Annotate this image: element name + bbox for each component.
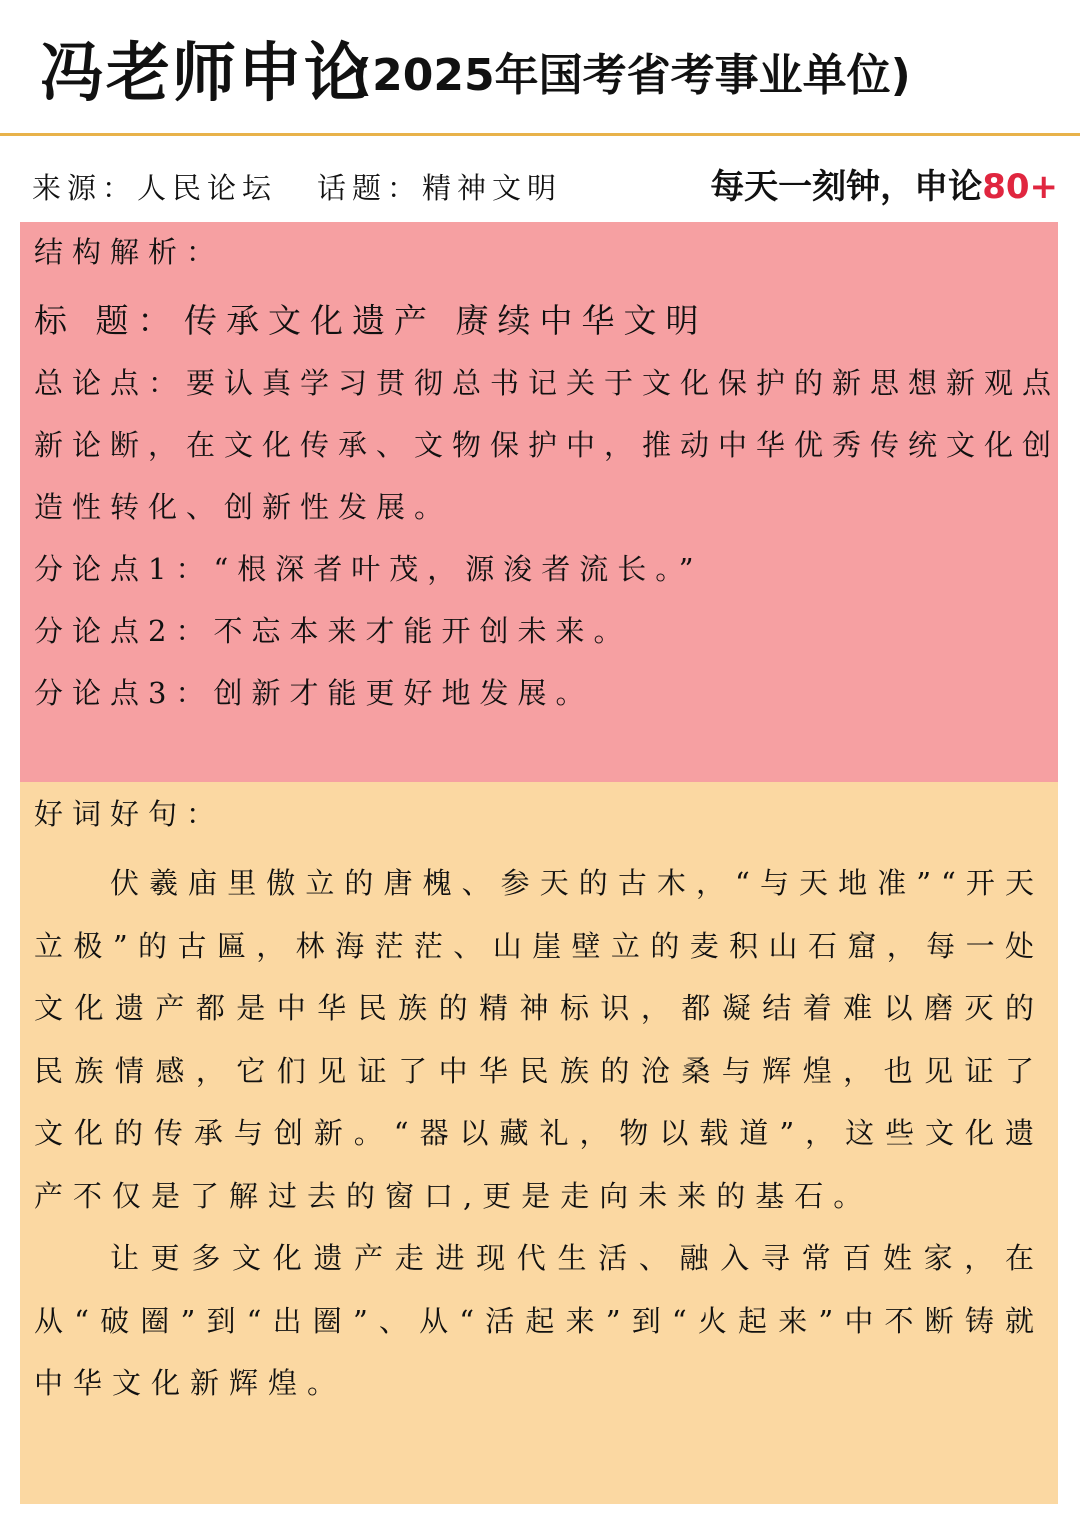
good-phrases-panel bbox=[20, 782, 1058, 1504]
slogan-score: 80+ bbox=[982, 167, 1058, 207]
structure-analysis-panel bbox=[20, 222, 1061, 782]
main-point-line: 总论点：要认真学习贯彻总书记关于文化保护的新思想新观点 bbox=[34, 366, 1061, 400]
slogan-text: 每天一刻钟，申论 bbox=[710, 167, 983, 207]
page-subtitle: (2025年国考省考事业单位) bbox=[352, 50, 911, 101]
phrases-heading: 好词好句： bbox=[34, 797, 225, 831]
main-point-line: 造性转化、创新性发展。 bbox=[34, 490, 453, 524]
page-header bbox=[0, 0, 1080, 136]
essay-title-text: 传承文化遗产 赓续中华文明 bbox=[184, 301, 708, 340]
phrase-paragraph: 让更多文化遗产走进现代生活、融入寻常百姓家，在从“破圈”到“出圈”、从“活起来”到“火起来”中不断铸就中华文化新辉煌。 bbox=[34, 1241, 1044, 1400]
source-label: 来源： bbox=[32, 171, 138, 205]
topic-label: 话题： bbox=[317, 171, 423, 205]
header-divider bbox=[0, 133, 1080, 136]
phrase-paragraph: 伏羲庙里傲立的唐槐、参天的古木，“与天地准”“开天立极”的古匾，林海茫茫、山崖壁立的麦积山石窟，每一处文化遗产都是中华民族的精神标识，都凝结着难以磨灭的民族情感，它们见证了中华民族的沧桑与辉煌，也见证了文化的传承与创新。“器以藏礼，物以载道”，这些文化遗产不仅是了解过去的窗口,更是走向未来的基石。 bbox=[34, 866, 1044, 1213]
page-title: 冯老师申论 bbox=[40, 37, 370, 111]
sub-point-2: 分论点2：不忘本来才能开创未来。 bbox=[34, 614, 632, 648]
topic-value: 精神文明 bbox=[422, 171, 563, 205]
essay-title-line bbox=[34, 290, 1044, 352]
structure-heading: 结构解析： bbox=[34, 235, 225, 269]
source-topic-line bbox=[32, 168, 562, 208]
sub-point-1: 分论点1：“根深者叶茂，源浚者流长。” bbox=[34, 552, 703, 586]
essay-title-label: 标 题： bbox=[34, 301, 180, 340]
slogan bbox=[710, 164, 1058, 210]
source-value: 人民论坛 bbox=[137, 171, 278, 205]
main-point-line: 新论断，在文化传承、文物保护中，推动中华优秀传统文化创 bbox=[34, 428, 1061, 462]
sub-point-3: 分论点3：创新才能更好地发展。 bbox=[34, 676, 594, 710]
